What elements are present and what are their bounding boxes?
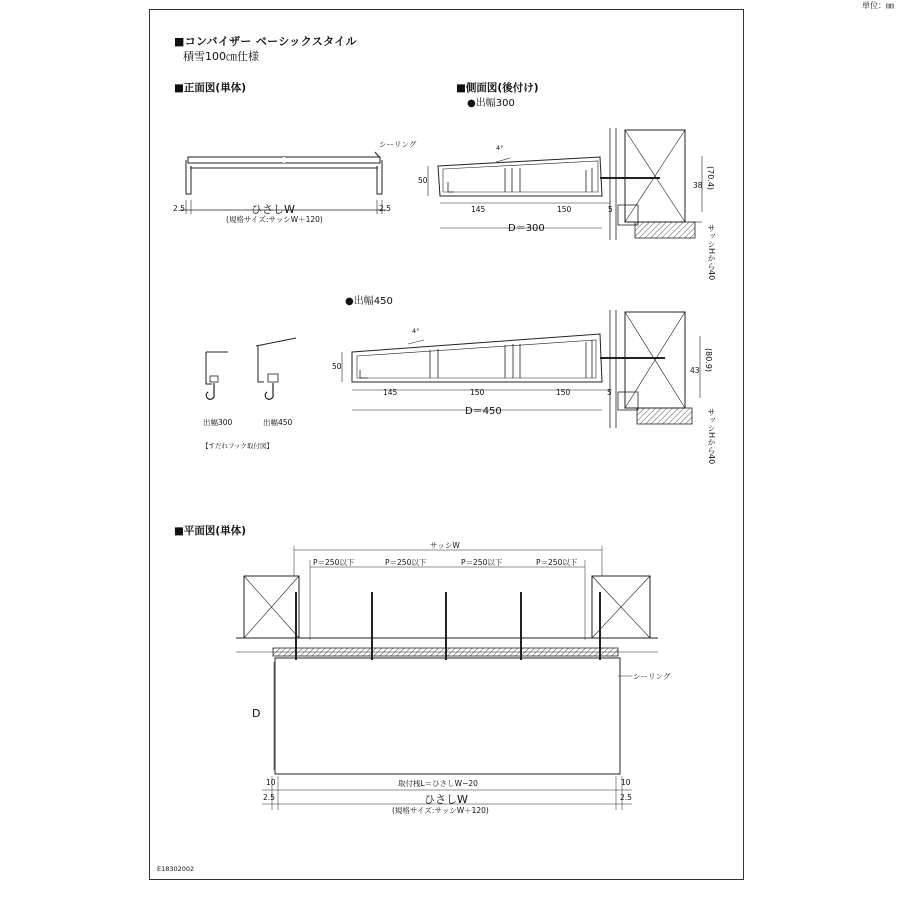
side-450-seg2: 150 [470, 388, 485, 397]
plan-sealing-label: シーリング [633, 672, 671, 681]
plan-left-dim: 2.5 [263, 793, 275, 802]
side-300-height: 50 [418, 176, 428, 185]
page-title: ■コンバイザー ベーシックスタイル [174, 35, 357, 48]
side-450-height: 50 [332, 362, 342, 371]
side-view-300-drawing [428, 128, 702, 240]
side-450-dim43: 43 [690, 366, 700, 375]
side-view-heading: ■側面図(後付け) [456, 82, 539, 94]
front-width-label: ひさしW [251, 203, 295, 216]
plan-view-drawing [236, 546, 658, 810]
side-450-depth: D＝450 [465, 406, 502, 417]
side-300-dim704: (70.4) [706, 166, 715, 191]
side-450-angle: 4° [412, 327, 420, 335]
footer-code: E18302002 [157, 865, 195, 873]
plan-dim10-right: 10 [621, 778, 631, 787]
side-300-depth: D＝300 [508, 223, 545, 234]
side-300-gap: 5 [608, 205, 613, 214]
plan-pitch-2: P＝250以下 [385, 558, 427, 567]
side-300-sash: サッシHから40 [707, 224, 716, 281]
plan-dim10-left: 10 [266, 778, 276, 787]
hook-caption: 【すだれフック取付図】 [202, 442, 274, 450]
plan-pitch-1: P＝250以下 [313, 558, 355, 567]
front-spec-label: (規格サイズ:サッシW＋120) [226, 215, 323, 224]
plan-rail-label: 取付桟L＝ひさしW−20 [398, 779, 478, 788]
side-450-sash: サッシHから40 [707, 408, 716, 465]
plan-right-dim: 2.5 [620, 793, 632, 802]
hook-detail-drawing [206, 338, 296, 399]
plan-d-label: D [252, 707, 261, 720]
side-450-seg1: 145 [383, 388, 398, 397]
plan-view-heading: ■平面図(単体) [174, 525, 247, 537]
hook-450-label: 出幅450 [263, 418, 293, 427]
side-300-seg2: 150 [557, 205, 572, 214]
unit-label: 単位：㎜ [862, 1, 894, 10]
plan-sash-w: サッシW [430, 541, 460, 550]
front-right-dim: 2.5 [379, 204, 391, 213]
front-left-dim: 2.5 [173, 204, 185, 213]
page-subtitle: 積雪100㎝仕様 [183, 50, 259, 63]
side-450-label: ●出幅450 [345, 296, 393, 307]
plan-pitch-4: P＝250以下 [536, 558, 578, 567]
side-450-gap: 5 [607, 388, 612, 397]
side-450-dim809: (80.9) [704, 348, 713, 373]
plan-spec-label: (規格サイズ:サッシW＋120) [392, 806, 489, 815]
side-300-label: ●出幅300 [467, 98, 515, 109]
plan-width-label: ひさしW [424, 793, 468, 806]
side-view-450-drawing [342, 310, 700, 428]
front-view-heading: ■正面図(単体) [174, 82, 247, 94]
side-450-seg3: 150 [556, 388, 571, 397]
side-300-angle: 4° [496, 144, 504, 152]
plan-pitch-3: P＝250以下 [461, 558, 503, 567]
hook-300-label: 出幅300 [203, 418, 233, 427]
front-sealing-label: シーリング [379, 140, 417, 149]
side-300-seg1: 145 [471, 205, 486, 214]
side-300-dim38: 38 [693, 181, 703, 190]
